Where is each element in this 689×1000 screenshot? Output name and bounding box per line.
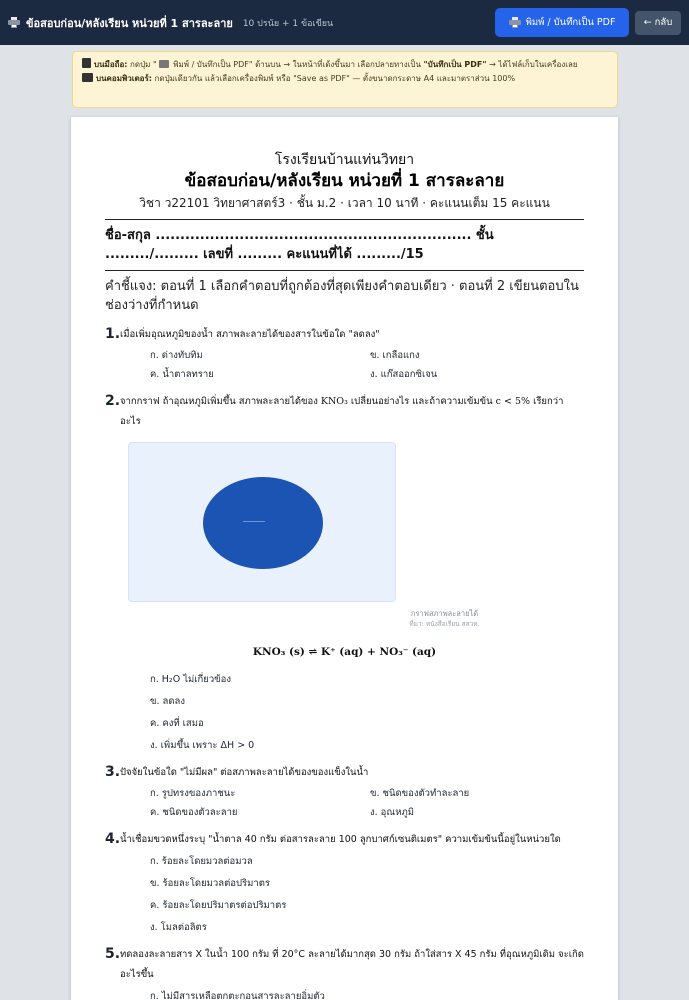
question-text: ปัจจัยในข้อใด "ไม่มีผล" ต่อสภาพละลายได้ของของแข็งในน้ำ [120,767,369,778]
desktop-text: กดปุ่มเดียวกัน แล้วเลือกเครื่องพิมพ์ หรือ "Save as PDF" — ตั้งขนาดกระดาษ A4 และมาตราส่วน 100% [154,74,516,83]
option: ค. ร้อยละโดยปริมาตรต่อปริมาตร [150,900,287,911]
mobile-phone-icon [82,58,91,68]
option-list [150,989,584,1000]
printer-icon [8,17,21,29]
back-button[interactable]: ← กลับ [635,11,681,35]
question-number: 5. [105,946,121,962]
instructions: คำชี้แจง: ตอนที่ 1 เลือกคำตอบที่ถูกต้องที่สุดเพียงคำตอบเดียว · ตอนที่ 2 เขียนตอบในช่องว่างที่กำหนด [105,279,579,313]
question-text: เมื่อเพิ่มอุณหภูมิของน้ำ สภาพละลายได้ของสารในข้อใด "ลดลง" [120,329,380,340]
graph-placeholder-line [243,521,265,522]
question-number: 3. [105,764,121,780]
chemical-formula: KNO₃ [320,396,348,407]
notice-desktop-line [82,72,608,86]
printer-icon [159,60,169,68]
question-text: น้ำเชื่อมขวดหนึ่งระบุ "น้ำตาล 40 กรัม ต่อสารละลาย 100 ลูกบาศก์เซนติเมตร" ความเข้มข้นนี้อยู่ในหน่วยใด [120,834,561,845]
option: ก. ไม่มีสารเหลือตกตะกอนสารละลายอิ่มตัว [150,991,325,1000]
app-title: ข้อสอบก่อน/หลังเรียน หน่วยที่ 1 สารละลาย [26,16,233,30]
option: ง. เพิ่มขึ้น เพราะ ΔH > 0 [150,740,255,751]
option: ค. น้ำตาลทราย [150,369,214,380]
print-help-notice [72,51,618,108]
mobile-text: กดปุ่ม " [130,60,157,69]
student-info-line: ชื่อ-สกุล ................................................................ ชั้น ........./......... เลขที่ ......... คะแนนที่ได้ ........./15 [105,228,494,262]
exam-paper [71,117,618,1000]
caption-title: กราฟสภาพละลายได้ [410,609,479,618]
exam-subline: วิชา ว22101 วิทยาศาสตร์3 · ชั้น ม.2 · เวลา 10 นาที · คะแนนเต็ม 15 คะแนน [139,196,550,210]
divider [105,270,584,271]
top-bar [0,0,689,45]
option-list [150,672,584,753]
question-text [120,392,584,432]
exam-header [105,151,584,213]
graph-placeholder-shape [203,477,323,569]
question-text: ทดลองละลายสาร X ในน้ำ 100 กรัม ที่ 20°C ละลายได้มากสุด 30 กรัม ถ้าใส่สาร X 45 กรัม ที่อุณหภูมิเดิม จะเกิดอะไรขึ้น [120,949,584,980]
save-pdf-highlight: "บันทึกเป็น PDF" [423,60,487,69]
option: ข. ลดลง [150,696,185,707]
math-expression: c < 5% [495,396,531,407]
school-name: โรงเรียนบ้านแท่นวิทยา [274,152,415,168]
option: ง. อุณหภูมิ [370,807,414,818]
chemical-equation: KNO₃ (s) ⇌ K⁺ (aq) + NO₃⁻ (aq) [252,646,437,658]
mobile-text-3: → ได้ไฟล์เก็บในเครื่องเลย [486,60,578,69]
question-number: 4. [105,831,121,847]
option: ก. H₂O ไม่เกี่ยวข้อง [150,674,232,685]
option-list [150,786,584,820]
question-5 [105,946,584,1000]
notice-mobile-line [82,58,608,72]
figure-caption [305,608,584,630]
exam-title: ข้อสอบก่อน/หลังเรียน หน่วยที่ 1 สารละลาย [184,171,505,191]
option: ก. ร้อยละโดยมวลต่อมวล [150,856,253,867]
option: ข. เกลือแกง [370,350,420,361]
computer-icon [82,73,93,82]
option: ก. รูปทรงของภาชนะ [150,788,236,799]
option: ง. โมลต่อลิตร [150,922,207,933]
question-number: 2. [105,393,121,409]
question-4 [105,831,584,935]
question-1 [105,326,584,382]
question-count-meta: 10 ปรนัย + 1 ข้อเขียน [242,18,334,29]
option: ก. ด่างทับทิม [150,350,203,361]
option: ข. ร้อยละโดยมวลต่อปริมาตร [150,878,270,889]
print-pdf-button[interactable] [495,8,629,37]
print-pdf-label: พิมพ์ / บันทึกเป็น PDF [525,17,616,28]
question-text-part: เรียกว่าอะไร [120,396,564,427]
mobile-label: บนมือถือ: [94,60,128,69]
solubility-graph-image [128,442,396,602]
option-list [150,348,584,382]
mobile-text-2: พิมพ์ / บันทึกเป็น PDF" ด้านบน → ในหน้าที่เด้งขึ้นมา เลือกปลายทางเป็น [170,60,424,69]
divider [105,219,584,220]
question-number: 1. [105,326,121,342]
option: ข. ชนิดของตัวทำละลาย [370,788,470,799]
printer-icon [509,17,521,28]
desktop-label: บนคอมพิวเตอร์: [96,74,152,83]
question-text-part: จากกราฟ ถ้าอุณหภูมิเพิ่มขึ้น สภาพละลายได้ของ [120,396,321,407]
option: ค. คงที่ เสมอ [150,718,204,729]
question-text-part: เปลี่ยนอย่างไร และถ้าความเข้มข้น [347,396,496,407]
option: ค. ชนิดของตัวละลาย [150,807,238,818]
question-3 [105,764,584,820]
question-2 [105,393,584,753]
option: ง. แก๊สออกซิเจน [370,369,438,380]
option-list [150,854,584,935]
caption-source: ที่มา: หนังสือเรียน สสวท. [409,620,480,628]
